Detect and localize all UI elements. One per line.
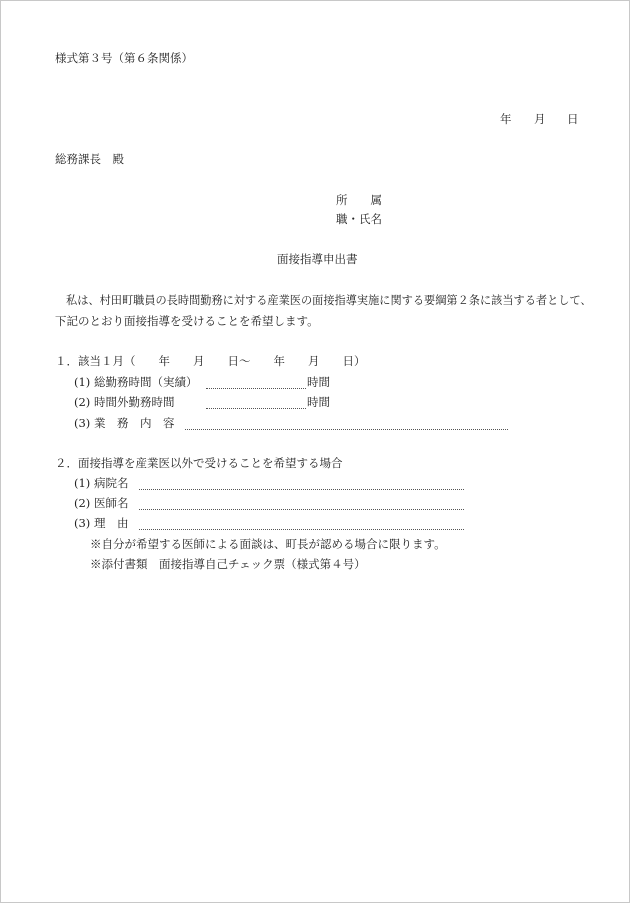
section1-item-label: 総勤務時間（実績） [94, 375, 198, 389]
section1-item-label: 業 務 内 容 [94, 416, 175, 430]
section2-item-num: (1) [74, 476, 91, 490]
section1-item-label: 時間外勤務時間 [94, 395, 175, 409]
section2-item-num: (3) [74, 516, 91, 530]
job-description-field[interactable] [185, 429, 508, 430]
form-number: 様式第３号（第６条関係） [55, 51, 193, 65]
total-hours-field[interactable] [206, 388, 306, 389]
section1-item-unit: 時間 [307, 375, 330, 389]
note-doctor-permission: ※自分が希望する医師による面談は、町長が認める場合に限ります。 [90, 537, 446, 551]
section2-item-label: 医師名 [94, 496, 129, 510]
affiliation-label: 所 属 [336, 193, 382, 207]
hospital-name-field[interactable] [139, 489, 464, 490]
section1-heading: １．該当１月（ 年 月 日〜 年 月 日） [55, 354, 366, 368]
date-month: 月 [534, 112, 546, 126]
section2-heading: ２．面接指導を産業医以外で受けることを希望する場合 [55, 456, 343, 470]
overtime-hours-field[interactable] [206, 408, 306, 409]
body-line-2: 下記のとおり面接指導を受けることを希望します。 [55, 314, 319, 328]
addressee: 総務課長 殿 [55, 152, 124, 166]
name-label: 職・氏名 [336, 212, 382, 226]
section1-item-num: (2) [74, 395, 91, 409]
date-year: 年 [500, 112, 512, 126]
date-day: 日 [567, 112, 579, 126]
section2-item-num: (2) [74, 496, 91, 510]
reason-field[interactable] [139, 529, 464, 530]
section1-item-num: (3) [74, 416, 91, 430]
body-line-1: 私は、村田町職員の長時間勤務に対する産業医の面接指導実施に関する要綱第２条に該当する者として、 [66, 294, 592, 307]
note-attachment: ※添付書類 面接指導自己チェック票（様式第４号） [90, 557, 366, 571]
section2-item-label: 理 由 [94, 516, 129, 530]
section2-item-label: 病院名 [94, 476, 129, 490]
section1-item-unit: 時間 [307, 395, 330, 409]
document-title: 面接指導申出書 [277, 252, 358, 266]
section1-item-num: (1) [74, 375, 91, 389]
doctor-name-field[interactable] [139, 509, 464, 510]
